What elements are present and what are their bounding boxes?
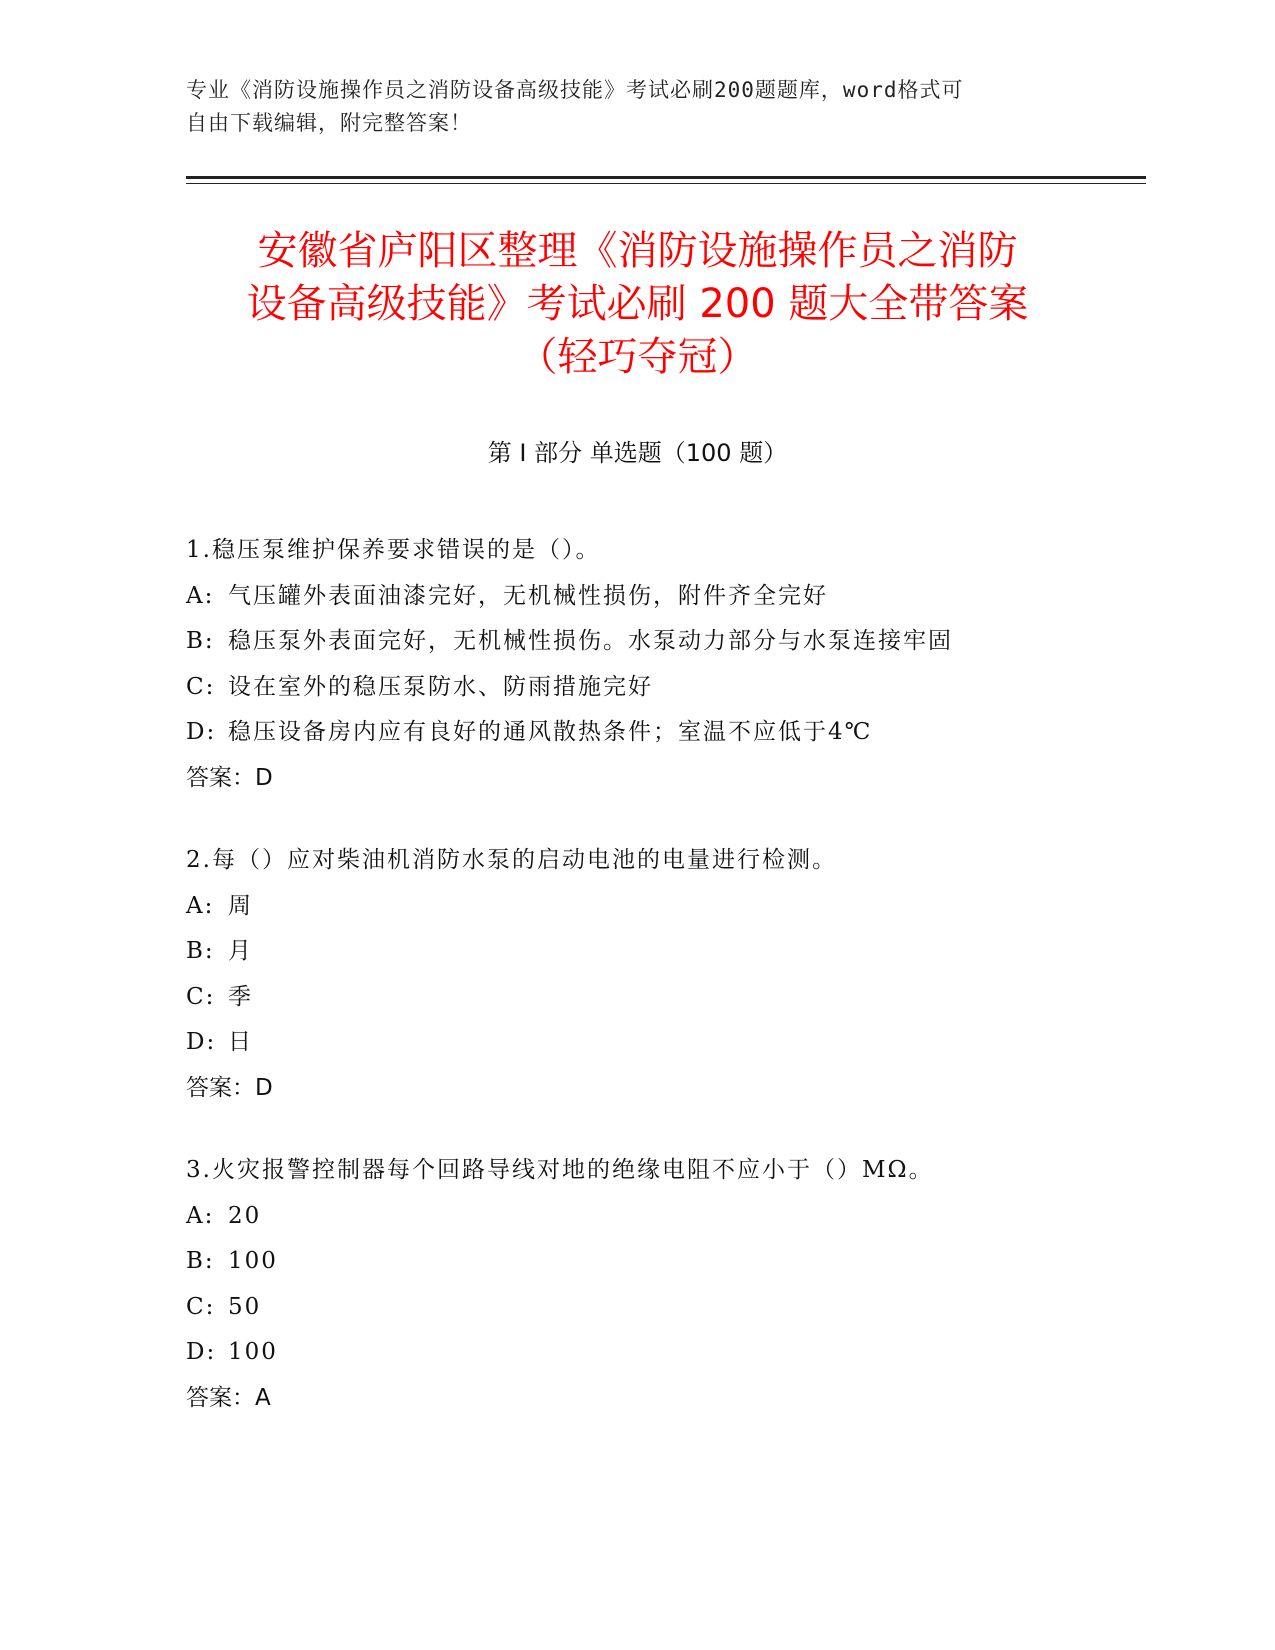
option-text: 气压罐外表面油漆完好，无机械性损伤，附件齐全完好 [228, 582, 828, 609]
option-text: 20 [228, 1202, 262, 1229]
question-stem: 1.稳压泵维护保养要求错误的是（）。 [186, 537, 601, 563]
option-key: A: [186, 1202, 215, 1229]
question-item [186, 838, 1086, 1111]
document-intro [186, 74, 1066, 140]
option-text: 周 [228, 892, 253, 919]
option-a [186, 574, 1086, 620]
option-key: B: [186, 1248, 215, 1274]
option-c [186, 975, 1086, 1021]
question-list [186, 528, 1086, 1458]
option-a [186, 1194, 1086, 1240]
section-title: 第 I 部分 单选题（100 题） [487, 439, 788, 467]
option-text: 日 [228, 1029, 253, 1055]
option-text: 季 [228, 983, 253, 1010]
option-key: B: [186, 628, 215, 654]
option-d [186, 1330, 1086, 1376]
option-d [186, 710, 1086, 756]
option-key: D: [186, 1029, 217, 1055]
option-key: B: [186, 938, 215, 964]
option-text: 100 [228, 1339, 278, 1365]
title-line-3: （轻巧夺冠） [517, 334, 758, 380]
header-divider-thick [186, 176, 1146, 179]
option-text: 设在室外的稳压泵防水、防雨措施完好 [228, 673, 653, 700]
option-key: C: [186, 673, 216, 700]
option-c [186, 665, 1086, 711]
question-item [186, 528, 1086, 801]
option-c [186, 1285, 1086, 1331]
intro-line-1: 专业《消防设施操作员之消防设备高级技能》考试必刷200题题库，word格式可 [186, 78, 964, 102]
option-key: A: [186, 582, 215, 609]
option-text: 50 [228, 1293, 262, 1320]
intro-line-2: 自由下载编辑，附完整答案！ [186, 111, 472, 135]
option-b [186, 1239, 1086, 1285]
header-divider-thin [186, 183, 1146, 184]
question-item [186, 1148, 1086, 1421]
question-answer: 答案：A [186, 1384, 271, 1411]
question-answer: 答案：D [186, 764, 273, 791]
document-title [150, 225, 1125, 384]
title-line-1: 安徽省庐阳区整理《消防设施操作员之消防 [257, 228, 1018, 274]
option-text: 月 [228, 938, 253, 964]
option-text: 100 [228, 1248, 278, 1274]
question-answer: 答案：D [186, 1074, 273, 1101]
option-key: D: [186, 719, 217, 745]
option-text: 稳压设备房内应有良好的通风散热条件；室温不应低于4℃ [228, 719, 873, 745]
option-b [186, 929, 1086, 975]
option-text: 稳压泵外表面完好，无机械性损伤。水泵动力部分与水泵连接牢固 [228, 628, 953, 654]
option-key: D: [186, 1339, 217, 1365]
option-b [186, 619, 1086, 665]
option-key: A: [186, 892, 215, 919]
question-stem: 3.火灾报警控制器每个回路导线对地的绝缘电阻不应小于（）MΩ。 [186, 1157, 934, 1183]
question-stem: 2.每（）应对柴油机消防水泵的启动电池的电量进行检测。 [186, 847, 837, 873]
title-line-2: 设备高级技能》考试必刷 200 题大全带答案 [246, 281, 1029, 327]
option-a [186, 884, 1086, 930]
option-key: C: [186, 983, 216, 1010]
option-key: C: [186, 1293, 216, 1320]
option-d [186, 1020, 1086, 1066]
